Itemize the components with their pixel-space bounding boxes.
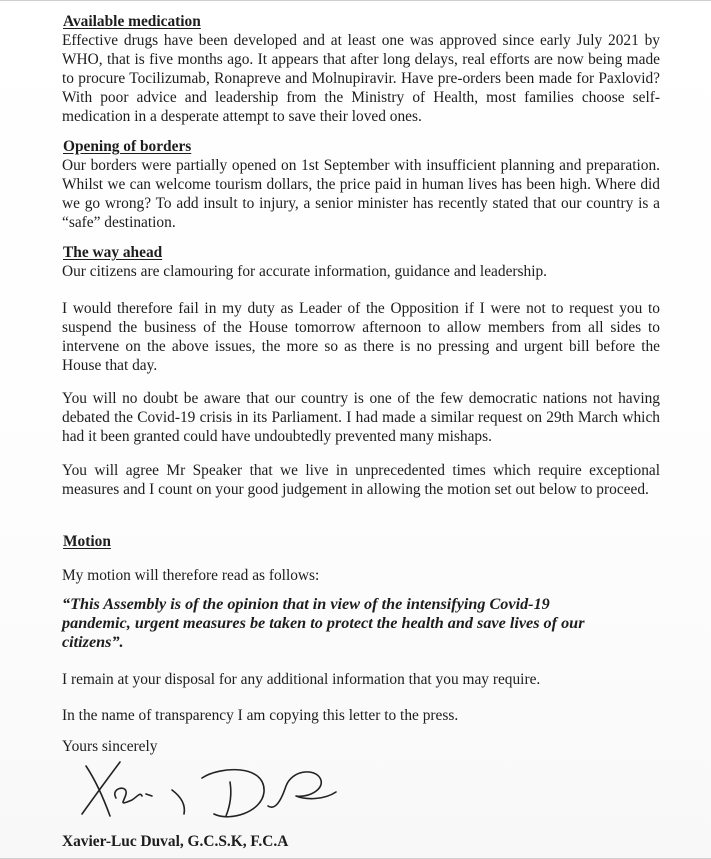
- signature-stroke: [226, 782, 231, 816]
- paragraph-request-suspension: I would therefore fail in my duty as Leader of the Opposition if I were not to request you to suspend the business of the House tomorrow afternoon to allow members from all sides to intervene on the above issues, the more so as there is no pressing and urgent bill before the House that day.: [62, 300, 660, 374]
- heading-opening-of-borders: Opening of borders: [63, 138, 192, 155]
- signature-stroke: [172, 790, 184, 814]
- signature-stroke: [146, 794, 152, 796]
- scan-top-edge: [0, 0, 711, 1]
- paragraph-unprecedented-times: You will agree Mr Speaker that we live in unprecedented times which require exceptional measures and I count on your good judgement in allowing the motion set out below to proceed.: [62, 462, 660, 498]
- closing-valediction: Yours sincerely: [62, 738, 158, 755]
- heading-available-medication: Available medication: [63, 13, 201, 30]
- signature-stroke: [268, 772, 336, 807]
- closing-disposal: I remain at your disposal for any additional information that you may require.: [62, 671, 541, 688]
- closing-transparency: In the name of transparency I am copying this letter to the press.: [62, 707, 459, 724]
- motion-quote: “This Assembly is of the opinion that in view of the intensifying Covid-19 pandemic, urgent measures be taken to protect the health and save lives of our citizens”.: [62, 595, 585, 651]
- signature-stroke: [115, 788, 142, 803]
- paragraph-the-way-ahead: Our citizens are clamouring for accurate information, guidance and leadership.: [62, 263, 548, 280]
- signature-stroke: [202, 770, 264, 817]
- paragraph-covid-debate: You will no doubt be aware that our country is one of the few democratic nations not having debated the Covid-19 crisis in its Parliament. I had made a similar request on 29th March which had it been granted could have undoubtedly prevented many mishaps.: [62, 390, 660, 445]
- signer-name: Xavier-Luc Duval, G.C.S.K, F.C.A: [62, 833, 289, 850]
- handwritten-signature: [80, 756, 340, 826]
- motion-intro: My motion will therefore read as follows:: [62, 567, 320, 584]
- heading-the-way-ahead: The way ahead: [63, 244, 163, 261]
- paragraph-opening-of-borders: Our borders were partially opened on 1st September with insufficient planning and preparation. Whilst we can welcome tourism dollars, the price paid in human lives has been high. Where did we go wrong? To add insult to injury, a senior minister has recently stated that our country is a “safe” destination.: [62, 157, 660, 231]
- paragraph-available-medication: Effective drugs have been developed and at least one was approved since early July 2021 by WHO, that is five months ago. It appears that after long delays, real efforts are now being made to procure Tocilizumab, Ronapreve and Molnupiravir. Have pre-orders been made for Paxlovid? With poor advice and leadership from the Ministry of Health, most families choose self-medication in a desperate attempt to save their loved ones.: [62, 32, 660, 125]
- heading-motion: Motion: [63, 533, 111, 550]
